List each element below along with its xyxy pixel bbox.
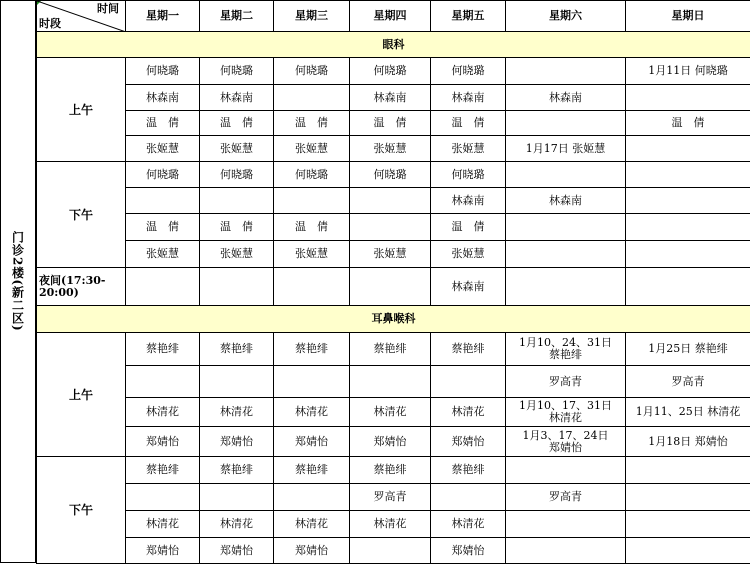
schedule-cell: 郑婧怡: [199, 426, 274, 457]
schedule-cell: 蔡艳绯: [199, 456, 274, 484]
schedule-cell: 蔡艳绯: [349, 456, 431, 484]
schedule-cell: 蔡艳绯: [430, 456, 506, 484]
schedule-cell: [430, 483, 506, 511]
schedule-cell: [349, 365, 431, 398]
schedule-cell: 张姬慧: [430, 135, 506, 162]
schedule-cell: 1月25日 蔡艳绯: [625, 332, 750, 366]
schedule-cell: [125, 187, 200, 214]
schedule-cell: 林森南: [430, 84, 506, 111]
schedule-cell: 郑婧怡: [199, 537, 274, 564]
schedule-cell: 张姬慧: [430, 240, 506, 268]
schedule-cell: [349, 213, 431, 241]
schedule-cell: [505, 213, 626, 241]
section-title-eye: 眼科: [36, 31, 750, 58]
day-header: 星期五: [430, 0, 506, 32]
day-header: 星期三: [273, 0, 350, 32]
schedule-cell: 林清花: [430, 397, 506, 427]
schedule-cell: 何晓璐: [430, 161, 506, 188]
schedule-cell: [505, 537, 626, 564]
schedule-cell: 蔡艳绯: [273, 456, 350, 484]
day-header: 星期六: [505, 0, 626, 32]
schedule-cell: [625, 135, 750, 162]
schedule-cell: 1月11日 何晓璐: [625, 57, 750, 85]
schedule-cell: 温 倩: [199, 110, 274, 136]
schedule-cell: 蔡艳绯: [199, 332, 274, 366]
schedule-cell: [199, 187, 274, 214]
schedule-cell: 林清花: [349, 397, 431, 427]
schedule-cell: 林清花: [273, 510, 350, 538]
schedule-cell: 何晓璐: [125, 57, 200, 85]
period-label: 上午: [36, 332, 126, 457]
schedule-cell: 温 倩: [349, 110, 431, 136]
period-label: 下午: [36, 161, 126, 268]
schedule-cell: 蔡艳绯: [430, 332, 506, 366]
schedule-cell: [273, 267, 350, 306]
schedule-cell: [505, 510, 626, 538]
section-title-ent: 耳鼻喉科: [36, 305, 750, 333]
location-label: 门诊2楼(新二区): [10, 231, 25, 332]
schedule-cell: 何晓璐: [430, 57, 506, 85]
schedule-cell: 林清花: [349, 510, 431, 538]
schedule-cell: 蔡艳绯: [273, 332, 350, 366]
schedule-cell: 蔡艳绯: [125, 332, 200, 366]
schedule-cell: 1月10、24、31日 蔡艳绯: [505, 332, 626, 366]
schedule-cell: [625, 267, 750, 306]
day-header: 星期日: [625, 0, 750, 32]
schedule-cell: 罗高青: [505, 483, 626, 511]
schedule-cell: [625, 456, 750, 484]
schedule-cell: [273, 365, 350, 398]
schedule-cell: 1月3、17、24日 郑婧怡: [505, 426, 626, 457]
schedule-cell: [625, 240, 750, 268]
schedule-cell: 温 倩: [125, 110, 200, 136]
schedule-cell: [505, 57, 626, 85]
schedule-cell: [625, 84, 750, 111]
schedule-cell: 温 倩: [273, 213, 350, 241]
schedule-cell: 温 倩: [625, 110, 750, 136]
day-header: 星期二: [199, 0, 274, 32]
schedule-cell: 1月17日 张姬慧: [505, 135, 626, 162]
schedule-cell: 何晓璐: [273, 161, 350, 188]
header-corner: [36, 0, 126, 32]
schedule-cell: [505, 161, 626, 188]
schedule-cell: [349, 537, 431, 564]
schedule-cell: 林清花: [273, 397, 350, 427]
schedule-cell: 林清花: [125, 397, 200, 427]
schedule-cell: [349, 267, 431, 306]
schedule-cell: 林清花: [199, 397, 274, 427]
schedule-cell: 何晓璐: [199, 57, 274, 85]
schedule-cell: 林森南: [430, 187, 506, 214]
schedule-cell: [125, 483, 200, 511]
slot-header-label: 时段: [39, 17, 61, 30]
schedule-cell: 蔡艳绯: [349, 332, 431, 366]
schedule-cell: 郑婧怡: [349, 426, 431, 457]
schedule-cell: 郑婧怡: [430, 426, 506, 457]
schedule-cell: 林森南: [505, 84, 626, 111]
night-period-label: 夜间(17:30-20:00): [36, 267, 126, 306]
schedule-cell: [349, 187, 431, 214]
schedule-cell: [125, 365, 200, 398]
schedule-cell: 郑婧怡: [273, 537, 350, 564]
schedule-cell: 1月11、25日 林清花: [625, 397, 750, 427]
schedule-cell: [625, 213, 750, 241]
schedule-cell: 林森南: [430, 267, 506, 306]
schedule-cell: 郑婧怡: [430, 537, 506, 564]
schedule-cell: 温 倩: [125, 213, 200, 241]
location-label-column: [0, 0, 36, 563]
schedule-cell: 林森南: [349, 84, 431, 111]
schedule-cell: 林清花: [125, 510, 200, 538]
schedule-cell: 林森南: [125, 84, 200, 111]
schedule-cell: 张姬慧: [125, 240, 200, 268]
schedule-cell: [273, 84, 350, 111]
schedule-cell: 张姬慧: [125, 135, 200, 162]
schedule-cell: [273, 187, 350, 214]
schedule-cell: 林清花: [430, 510, 506, 538]
schedule-cell: [505, 110, 626, 136]
schedule-cell: [625, 483, 750, 511]
time-header-label: 时间: [97, 2, 119, 15]
schedule-cell: 张姬慧: [199, 240, 274, 268]
schedule-cell: [505, 240, 626, 268]
schedule-cell: 何晓璐: [273, 57, 350, 85]
schedule-cell: 温 倩: [430, 110, 506, 136]
schedule-cell: [199, 483, 274, 511]
schedule-cell: 张姬慧: [199, 135, 274, 162]
period-label: 下午: [36, 456, 126, 564]
schedule-cell: 郑婧怡: [273, 426, 350, 457]
schedule-cell: [625, 187, 750, 214]
schedule-cell: 蔡艳绯: [125, 456, 200, 484]
schedule-cell: 张姬慧: [349, 135, 431, 162]
schedule-cell: 温 倩: [430, 213, 506, 241]
schedule-cell: [505, 456, 626, 484]
schedule-cell: 林清花: [199, 510, 274, 538]
schedule-cell: 张姬慧: [349, 240, 431, 268]
schedule-cell: [125, 267, 200, 306]
schedule-cell: [625, 510, 750, 538]
schedule-cell: [505, 267, 626, 306]
schedule-cell: 罗高青: [625, 365, 750, 398]
schedule-cell: [625, 537, 750, 564]
schedule-cell: 1月18日 郑婧怡: [625, 426, 750, 457]
schedule-cell: [273, 483, 350, 511]
schedule-cell: 何晓璐: [125, 161, 200, 188]
day-header: 星期四: [349, 0, 431, 32]
schedule-cell: 何晓璐: [199, 161, 274, 188]
schedule-cell: 张姬慧: [273, 240, 350, 268]
schedule-cell: 何晓璐: [349, 161, 431, 188]
day-header: 星期一: [125, 0, 200, 32]
schedule-cell: 何晓璐: [349, 57, 431, 85]
schedule-cell: 林森南: [199, 84, 274, 111]
schedule-cell: 林森南: [505, 187, 626, 214]
period-label: 上午: [36, 57, 126, 162]
schedule-cell: 温 倩: [273, 110, 350, 136]
schedule-cell: 温 倩: [199, 213, 274, 241]
header-diagonal: [37, 1, 126, 32]
schedule-cell: 1月10、17、31日 林清花: [505, 397, 626, 427]
schedule-cell: [199, 267, 274, 306]
schedule-cell: 郑婧怡: [125, 537, 200, 564]
schedule-cell: 张姬慧: [273, 135, 350, 162]
schedule-cell: [430, 365, 506, 398]
schedule-cell: 罗高青: [349, 483, 431, 511]
schedule-cell: 罗高青: [505, 365, 626, 398]
schedule-cell: [625, 161, 750, 188]
schedule-cell: [199, 365, 274, 398]
schedule-cell: 郑婧怡: [125, 426, 200, 457]
